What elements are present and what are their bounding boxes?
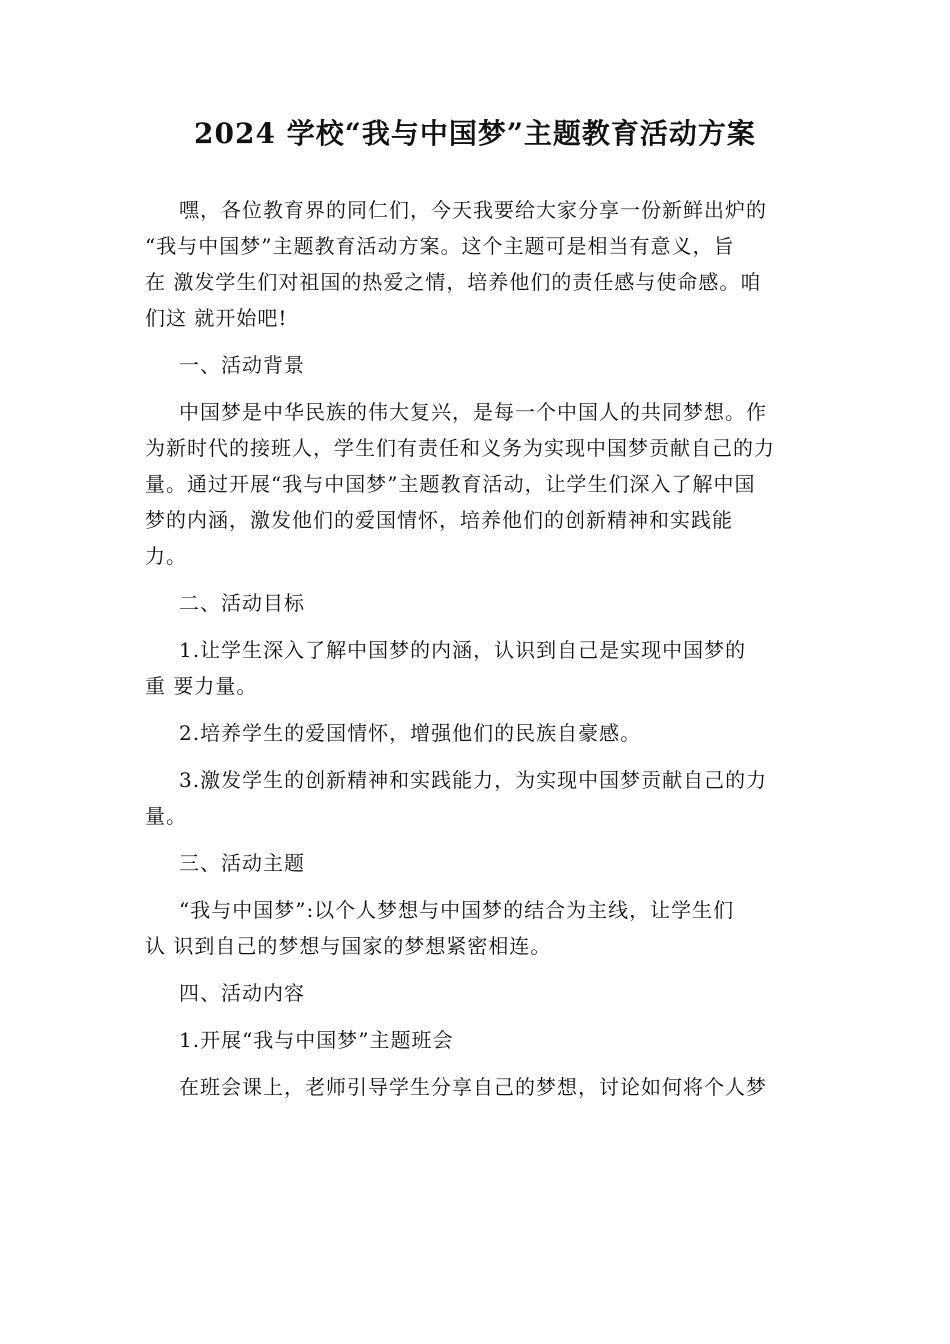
goal-item-1	[145, 632, 810, 704]
content-item-1: 1.开展“我与中国梦”主题班会	[179, 1028, 454, 1052]
section-heading-goals: 二、活动目标	[179, 591, 305, 615]
text-line: 在 激发学生们对祖国的热爱之情，培养他们的责任感与使命感。咱	[145, 270, 762, 294]
text-line: 力。	[145, 544, 187, 568]
text-line: 们这 就开始吧!	[145, 306, 288, 330]
intro-paragraph	[145, 192, 810, 336]
text-line: 1.让学生深入了解中国梦的内涵，认识到自己是实现中国梦的	[179, 638, 747, 662]
text-line: 重 要力量。	[145, 674, 258, 698]
theme-paragraph	[145, 892, 810, 964]
text-line: 量。通过开展“我与中国梦”主题教育活动，让学生们深入了解中国	[145, 472, 756, 496]
document-body	[145, 192, 810, 1116]
text-line: “我与中国梦”主题教育活动方案。这个主题可是相当有意义，旨	[145, 234, 735, 258]
section-heading-background: 一、活动背景	[179, 353, 305, 377]
section-heading-theme: 三、活动主题	[179, 851, 305, 875]
background-paragraph	[145, 394, 810, 574]
text-line: 认 识到自己的梦想与国家的梦想紧密相连。	[145, 934, 552, 958]
content-item-1-paragraph	[145, 1069, 810, 1105]
text-line: 嘿，各位教育界的同仁们，今天我要给大家分享一份新鲜出炉的	[179, 198, 767, 222]
text-line: “我与中国梦”:以个人梦想与中国梦的结合为主线，让学生们	[179, 898, 735, 922]
text-line: 在班会课上，老师引导学生分享自己的梦想，讨论如何将个人梦	[179, 1075, 767, 1099]
text-line: 量。	[145, 804, 187, 828]
goal-item-2	[145, 715, 810, 751]
text-line: 梦的内涵，激发他们的爱国情怀，培养他们的创新精神和实践能	[145, 508, 733, 532]
section-heading-content: 四、活动内容	[179, 981, 305, 1005]
text-line: 2.培养学生的爱国情怀，增强他们的民族自豪感。	[179, 721, 642, 745]
goal-item-3	[145, 762, 810, 834]
text-line: 3.激发学生的创新精神和实践能力，为实现中国梦贡献自己的力	[179, 768, 768, 792]
text-line: 为新时代的接班人，学生们有责任和义务为实现中国梦贡献自己的力	[145, 436, 775, 460]
document-title: 2024 学校“我与中国梦”主题教育活动方案	[194, 117, 756, 150]
text-line: 中国梦是中华民族的伟大复兴，是每一个中国人的共同梦想。作	[179, 400, 767, 424]
